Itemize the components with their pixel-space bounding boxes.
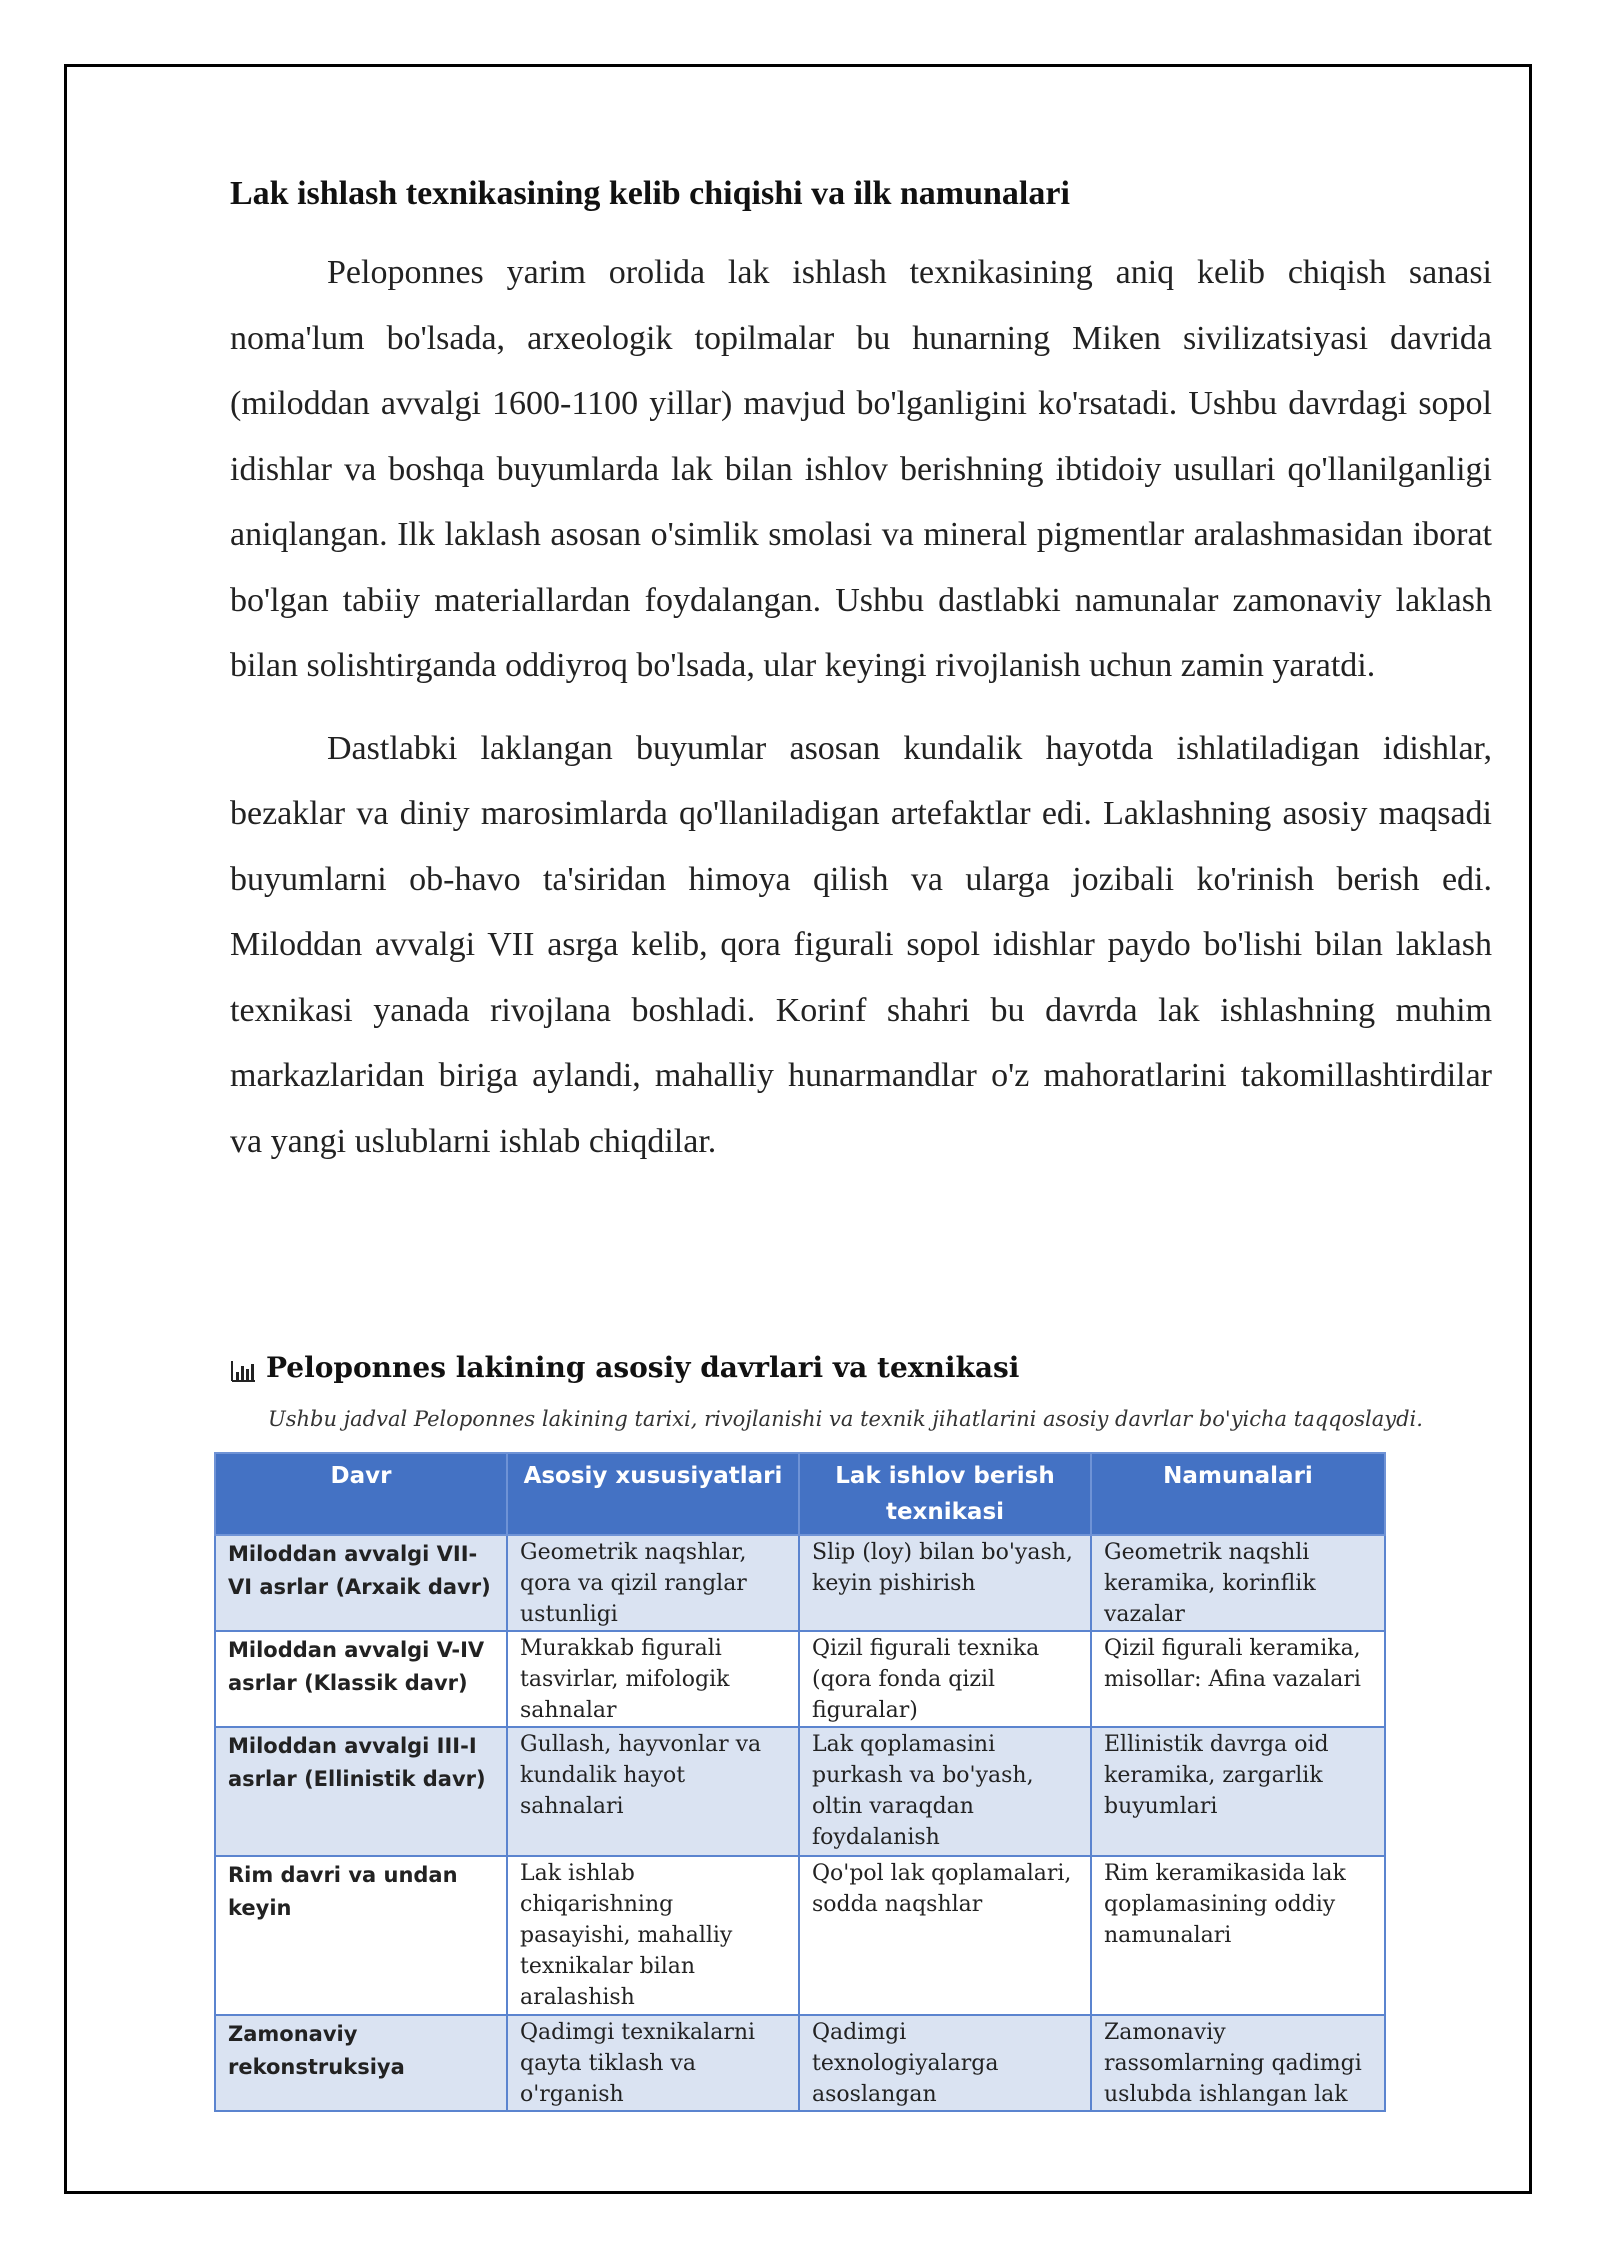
table-cell: Slip (loy) bilan bo'yash, keyin pishirish bbox=[799, 1535, 1091, 1631]
table-row bbox=[215, 1631, 1385, 1727]
table-caption: Ushbu jadval Peloponnes lakining tarixi, rivojlanishi va texnik jihatlarini asosiy davrlar bo'yicha taqqoslaydi. bbox=[268, 1407, 1423, 1431]
table-cell: Qo'pol lak qoplamalari, sodda naqshlar bbox=[799, 1856, 1091, 2015]
table-heading-text: Peloponnes lakining asosiy davrlari va texnikasi bbox=[266, 1350, 1020, 1384]
document-body bbox=[230, 170, 1492, 1191]
column-header: Asosiy xususiyatlari bbox=[507, 1453, 799, 1535]
period-cell: Miloddan avvalgi III-I asrlar (Ellinistik davr) bbox=[215, 1727, 507, 1856]
table-cell: Qadimgi texnikalarni qayta tiklash va o'rganish bbox=[507, 2015, 799, 2111]
table-cell: Qizil figurali texnika (qora fonda qizil figuralar) bbox=[799, 1631, 1091, 1727]
table-heading bbox=[230, 1346, 1384, 1388]
table-cell: Geometrik naqshlar, qora va qizil ranglar ustunligi bbox=[507, 1535, 799, 1631]
table-header-row bbox=[215, 1453, 1385, 1535]
table-row bbox=[215, 1856, 1385, 2015]
table-cell: Ellinistik davrga oid keramika, zargarlik buyumlari bbox=[1091, 1727, 1385, 1856]
column-header: Davr bbox=[215, 1453, 507, 1535]
column-header: Namunalari bbox=[1091, 1453, 1385, 1535]
table-row bbox=[215, 1727, 1385, 1856]
bar-chart-icon bbox=[230, 1356, 256, 1378]
table-cell: Zamonaviy rassomlarning qadimgi uslubda ishlangan lak bbox=[1091, 2015, 1385, 2111]
table-row bbox=[215, 1535, 1385, 1631]
table-cell: Rim keramikasida lak qoplamasining oddiy namunalari bbox=[1091, 1856, 1385, 2015]
table-section bbox=[214, 1346, 1423, 2112]
table-cell: Qizil figurali keramika, misollar: Afina vazalari bbox=[1091, 1631, 1385, 1727]
period-cell: Zamonaviy rekonstruksiya bbox=[215, 2015, 507, 2111]
period-cell: Miloddan avvalgi VII-VI asrlar (Arxaik davr) bbox=[215, 1535, 507, 1631]
table-cell: Qadimgi texnologiyalarga asoslangan bbox=[799, 2015, 1091, 2111]
table-cell: Lak qoplamasini purkash va bo'yash, oltin varaqdan foydalanish bbox=[799, 1727, 1091, 1856]
period-cell: Miloddan avvalgi V-IV asrlar (Klassik davr) bbox=[215, 1631, 507, 1727]
periods-table bbox=[214, 1452, 1386, 2112]
table-row bbox=[215, 2015, 1385, 2111]
table-cell: Geometrik naqshli keramika, korinflik vazalar bbox=[1091, 1535, 1385, 1631]
column-header: Lak ishlov berish texnikasi bbox=[799, 1453, 1091, 1535]
paragraph-2: Dastlabki laklangan buyumlar asosan kundalik hayotda ishlatiladigan idishlar, bezaklar va diniy marosimlarda qo'llaniladigan artefaktlar edi. Laklashning asosiy maqsadi buyumlarni ob-havo ta'siridan himoya qilish va ularga jozibali ko'rinish berish edi. Miloddan avvalgi VII asrga kelib, qora figurali sopol idishlar paydo bo'lishi bilan laklash texnikasi yanada rivojlana boshladi. Korinf shahri bu davrda lak ishlashning muhim markazlaridan biriga aylandi, mahalliy hunarmandlar o'z mahoratlarini takomillashtirdilar va yangi uslublarni ishlab chiqdilar. bbox=[230, 729, 1492, 1160]
document-title: Lak ishlash texnikasining kelib chiqishi va ilk namunalari bbox=[230, 175, 1070, 212]
table-cell: Lak ishlab chiqarishning pasayishi, mahalliy texnikalar bilan aralashish bbox=[507, 1856, 799, 2015]
paragraph-1: Peloponnes yarim orolida lak ishlash texnikasining aniq kelib chiqish sanasi noma'lum bo'lsada, arxeologik topilmalar bu hunarning Miken sivilizatsiyasi davrida (miloddan avvalgi 1600-1100 yillar) mavjud bo'lganligini ko'rsatadi. Ushbu davrdagi sopol idishlar va boshqa buyumlarda lak bilan ishlov berishning ibtidoiy usullari qo'llanilganligi aniqlangan. Ilk laklash asosan o'simlik smolasi va mineral pigmentlar aralashmasidan iborat bo'lgan tabiiy materiallardan foydalangan. Ushbu dastlabki namunalar zamonaviy laklash bilan solishtirganda oddiyroq bo'lsada, ular keyingi rivojlanish uchun zamin yaratdi. bbox=[230, 254, 1492, 684]
table-cell: Gullash, hayvonlar va kundalik hayot sahnalari bbox=[507, 1727, 799, 1856]
period-cell: Rim davri va undan keyin bbox=[215, 1856, 507, 2015]
table-cell: Murakkab figurali tasvirlar, mifologik sahnalar bbox=[507, 1631, 799, 1727]
